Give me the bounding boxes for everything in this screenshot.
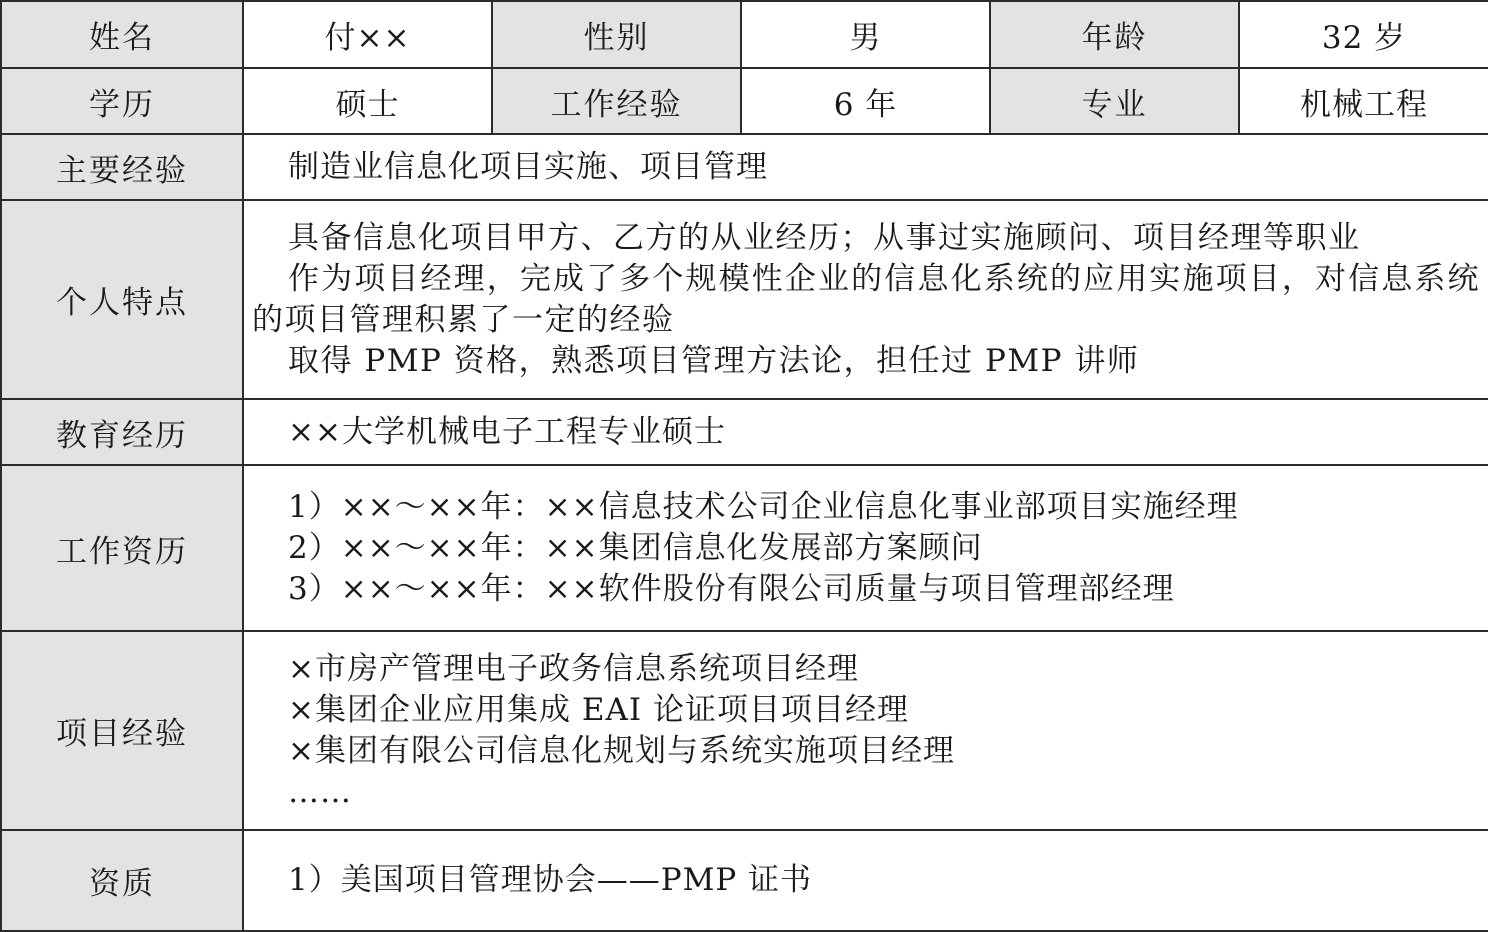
education-level-label: 学历 bbox=[1, 68, 243, 134]
major-label: 专业 bbox=[990, 68, 1239, 134]
age-label: 年龄 bbox=[990, 1, 1239, 68]
row-personal-traits bbox=[1, 200, 1488, 399]
personal-traits-cell bbox=[243, 200, 1488, 399]
age-value: 32 岁 bbox=[1239, 1, 1488, 68]
project-line: ×市房产管理电子政务信息系统项目经理 bbox=[288, 650, 859, 687]
row-main-experience bbox=[1, 134, 1488, 200]
education-history-value: ××大学机械电子工程专业硕士 bbox=[288, 413, 726, 450]
row-work-history bbox=[1, 465, 1488, 631]
work-experience-label: 工作经验 bbox=[492, 68, 741, 134]
work-experience-value: 6 年 bbox=[741, 68, 990, 134]
work-history-label: 工作资历 bbox=[1, 465, 243, 631]
personal-trait-line: 取得 PMP 资格，熟悉项目管理方法论，担任过 PMP 讲师 bbox=[288, 342, 1140, 379]
gender-value: 男 bbox=[741, 1, 990, 68]
row-basic-2 bbox=[1, 68, 1488, 134]
project-line: ×集团企业应用集成 EAI 论证项目项目经理 bbox=[288, 691, 909, 728]
education-history-cell bbox=[243, 399, 1488, 465]
project-experience-cell bbox=[243, 631, 1488, 830]
row-education bbox=[1, 399, 1488, 465]
project-line: ×集团有限公司信息化规划与系统实施项目经理 bbox=[288, 732, 955, 769]
name-label: 姓名 bbox=[1, 1, 243, 68]
education-history-label: 教育经历 bbox=[1, 399, 243, 465]
work-history-line: 3）××～××年：××软件股份有限公司质量与项目管理部经理 bbox=[288, 570, 1175, 607]
work-history-cell bbox=[243, 465, 1488, 631]
education-level-value: 硕士 bbox=[243, 68, 492, 134]
main-experience-label: 主要经验 bbox=[1, 134, 243, 200]
qualification-cell bbox=[243, 830, 1488, 931]
work-history-line: 1）××～××年：××信息技术公司企业信息化事业部项目实施经理 bbox=[288, 488, 1239, 525]
qualification-label: 资质 bbox=[1, 830, 243, 931]
row-qualification bbox=[1, 830, 1488, 931]
gender-label: 性别 bbox=[492, 1, 741, 68]
personal-traits-label: 个人特点 bbox=[1, 200, 243, 399]
main-experience-cell bbox=[243, 134, 1488, 200]
project-experience-label: 项目经验 bbox=[1, 631, 243, 830]
project-line: …… bbox=[288, 773, 352, 810]
main-experience-value: 制造业信息化项目实施、项目管理 bbox=[288, 148, 768, 185]
row-projects bbox=[1, 631, 1488, 830]
personal-trait-line: 具备信息化项目甲方、乙方的从业经历；从事过实施顾问、项目经理等职业 bbox=[288, 219, 1361, 256]
work-history-line: 2）××～××年：××集团信息化发展部方案顾问 bbox=[288, 529, 983, 566]
major-value: 机械工程 bbox=[1239, 68, 1488, 134]
personal-trait-line: 作为项目经理，完成了多个规模性企业的信息化系统的应用实施项目，对信息系统的项目管理积累了一定的经验 bbox=[252, 260, 1480, 338]
qualification-value: 1）美国项目管理协会——PMP 证书 bbox=[288, 862, 813, 898]
row-basic-1 bbox=[1, 1, 1488, 68]
name-value: 付×× bbox=[243, 1, 492, 68]
